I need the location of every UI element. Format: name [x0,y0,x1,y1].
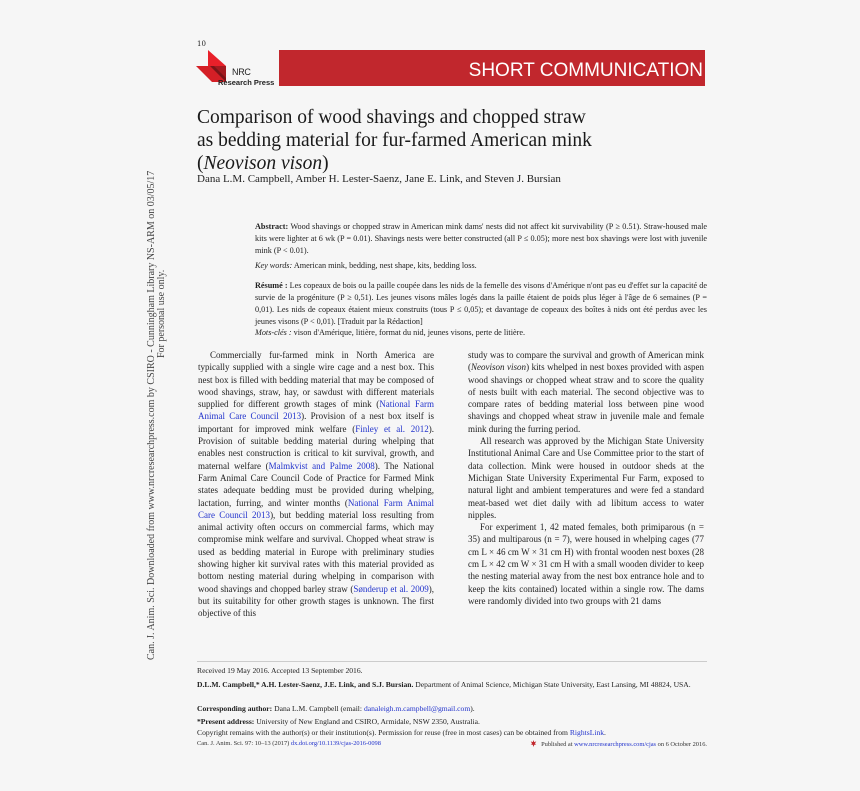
text: . [604,728,606,737]
affiliation-text: Department of Animal Science, Michigan State University, East Lansing, MI 48824, USA. [415,680,691,689]
mots-cles-text: vison d'Amérique, litière, format du nid, jeunes visons, perte de litière. [293,328,526,337]
citation-link[interactable]: National Farm Animal Care Council 2013 [198,399,434,422]
title-line-1: Comparison of wood shavings and chopped straw [197,107,586,128]
rightslink-link[interactable]: RightsLink [569,728,605,737]
resume [255,280,707,328]
text: Copyright remains with the author(s) or their institution(s). Permission for reuse (free in most cases) can be obtained from [197,728,570,737]
citation-link[interactable]: Finley et al. 2012 [355,423,429,434]
body-column-left [198,349,434,620]
keywords-label: Key words: [255,261,293,270]
resume-label: Résumé : [255,281,288,290]
text: ). Provision of a nest box itself is important for improved mink welfare ( [198,411,434,434]
maple-leaf-icon [530,740,537,747]
text: ), but its suitability for other growth stages is unknown. The first objective of this [198,583,434,619]
text: ) kits whelped in nest boxes provided with aspen wood shavings or chopped wheat straw and to score the quality of nests built with each material. The second objective was to compare rates of bedding material loss between pine wood shavings and chopped wheat straw in juvenile male and female mink during the furring period. [468,362,704,434]
body-column-right [468,349,704,607]
corresponding-author [197,704,707,714]
abstract-text: Wood shavings or chopped straw in American mink dams' nests did not affect kit survivability (P ≥ 0.51). Straw-housed male kits were lighter at 6 wk (P = 0.01). Shavings nests were better constructed (all P ≤ 0.05); more nest box shavings were lost with juvenile mink (P < 0.01). [255,222,707,255]
doi-link[interactable]: dx.doi.org/10.1139/cjas-2016-0098 [290,740,381,747]
download-watermark [147,140,167,660]
article-type-banner [279,50,705,86]
affiliation [197,680,707,690]
received-dates: Received 19 May 2016. Accepted 13 September 2016. [197,666,363,675]
title-line-3: (Neovison vison) [197,153,329,174]
logo-research-press-text: Research Press [218,78,275,87]
citation-link[interactable]: Malmkvist and Palme 2008 [268,460,375,471]
approval-paragraph: All research was approved by the Michigan State University Institutional Animal Care and Use Committee prior to the start of data collection. Mink were housed in outdoor sheds at the Michigan State University Experimental Fur Farm, exposed to natural light and ambient temperatures and were fed a standard meat-based wet diet daily with ad libitum access to water nipples. [468,436,704,520]
experiment-paragraph: For experiment 1, 42 mated females, both primiparous (n = 35) and multiparous (n = 7), were housed in whelping cages (77 cm L × 46 cm W × 31 cm H) with frontal wooden nest boxes (28 cm L × 42 cm W × 31 cm H with a small wooden divider to keep the nesting material away from the nest box entrance hole and to keep the kits contained) located within a single row. The dams were randomly divided into two groups with 21 dams [468,522,704,606]
page-number: 10 [197,40,206,48]
present-address-label: *Present address: [197,717,255,726]
text: Dana L.M. Campbell (email: [274,704,364,713]
mots-cles [255,327,707,339]
citation-link[interactable]: National Farm Animal Care Council 2013 [198,497,434,520]
text: ). The National Farm Animal Care Council Code of Practice for Farmed Mink states adequate bedding must be provided during whelping, lactation, furring, and winter months ( [198,460,434,508]
article-title [197,106,717,175]
text: ), but bedding material loss resulting from animal activity often occurs on commercial farms, which may compromise mink welfare and survival. Chopped wheat straw is used as bedding material in Europe with preliminary studies showing higher kit survival rates with this material provided as bottom nesting material during whelping in comparison with wood shavings and chopped barley straw ( [198,509,434,594]
text: Published at [541,741,575,748]
logo-nrc-text: NRC [232,67,251,77]
resume-text: Les copeaux de bois ou la paille coupée dans les nids de la femelle des visons d'Amérique n'ont pas eu d'effet sur la capacité de survie de la progéniture (P ≥ 0,51). Les jeunes visons mâles logés dans la paille étaient de poids plus léger à l'âge de 6 semaines (P = 0,01). Les nids de copeaux étaient mieux construits (tous P ≤ 0,05); et davantage de copeaux des boîtes à nids ont été perdus avec les jeunes visons (P < 0,01). [Traduit par la Rédaction] [255,281,707,326]
copyright-notice [197,728,707,738]
text: on 6 October 2016. [656,741,707,748]
intro-paragraph [198,349,434,620]
keywords-text: American mink, bedding, nest shape, kits, bedding loss. [293,261,477,270]
author-list: Dana L.M. Campbell, Amber H. Lester-Saenz, Jane E. Link, and Steven J. Bursian [197,173,561,185]
email-link[interactable]: danaleigh.m.campbell@gmail.com [363,704,471,713]
title-species: Neovison vison [203,153,323,174]
text: Commercially fur-farmed mink in North America are typically supplied with a single wire cage and a nest box. This nest box is filled with bedding material that may be composed of wood shavings, straw, hay, or sawdust with different materials supplied for different growth stages of mink ( [198,350,434,410]
journal-citation [197,740,381,747]
citation-link[interactable]: Sønderup et al. 2009 [353,583,429,594]
objectives-paragraph [468,349,704,435]
abstract [255,221,707,257]
article-type-label: SHORT COMMUNICATION [468,60,703,81]
text: ). Provision of suitable bedding material during whelping that enables nest construction is critical to kit survival, growth, and maternal welfare ( [198,423,434,471]
affiliation-names: D.L.M. Campbell,* A.H. Lester-Saenz, J.E. Link, and S.J. Bursian. [197,680,414,689]
species-name: Neovison vison [471,362,527,373]
journal-url-link[interactable]: www.nrcresearchpress.com/cjas [574,741,657,748]
mots-cles-label: Mots-clés : [255,328,292,337]
corresponding-label: Corresponding author: [197,704,273,713]
watermark-line-2: For personal use only. [156,269,167,358]
text: ). [470,704,475,713]
citation-text: Can. J. Anim. Sci. 97: 10–13 (2017) [197,740,291,747]
present-address-text: University of New England and CSIRO, Armidale, NSW 2350, Australia. [256,717,480,726]
present-address [197,717,707,727]
watermark-line-1: Can. J. Anim. Sci. Downloaded from www.nrcresearchpress.com by CSIRO - Cunningham Library NS-ARM on 03/05/17 [146,170,157,660]
keywords [255,260,707,272]
abstract-label: Abstract: [255,222,289,231]
footnote-divider [197,661,707,662]
published-notice [497,740,707,748]
title-line-2: as bedding material for fur-farmed American mink [197,130,592,151]
nrc-research-press-logo [196,50,276,92]
text: study was to compare the survival and growth of American mink ( [468,350,704,373]
